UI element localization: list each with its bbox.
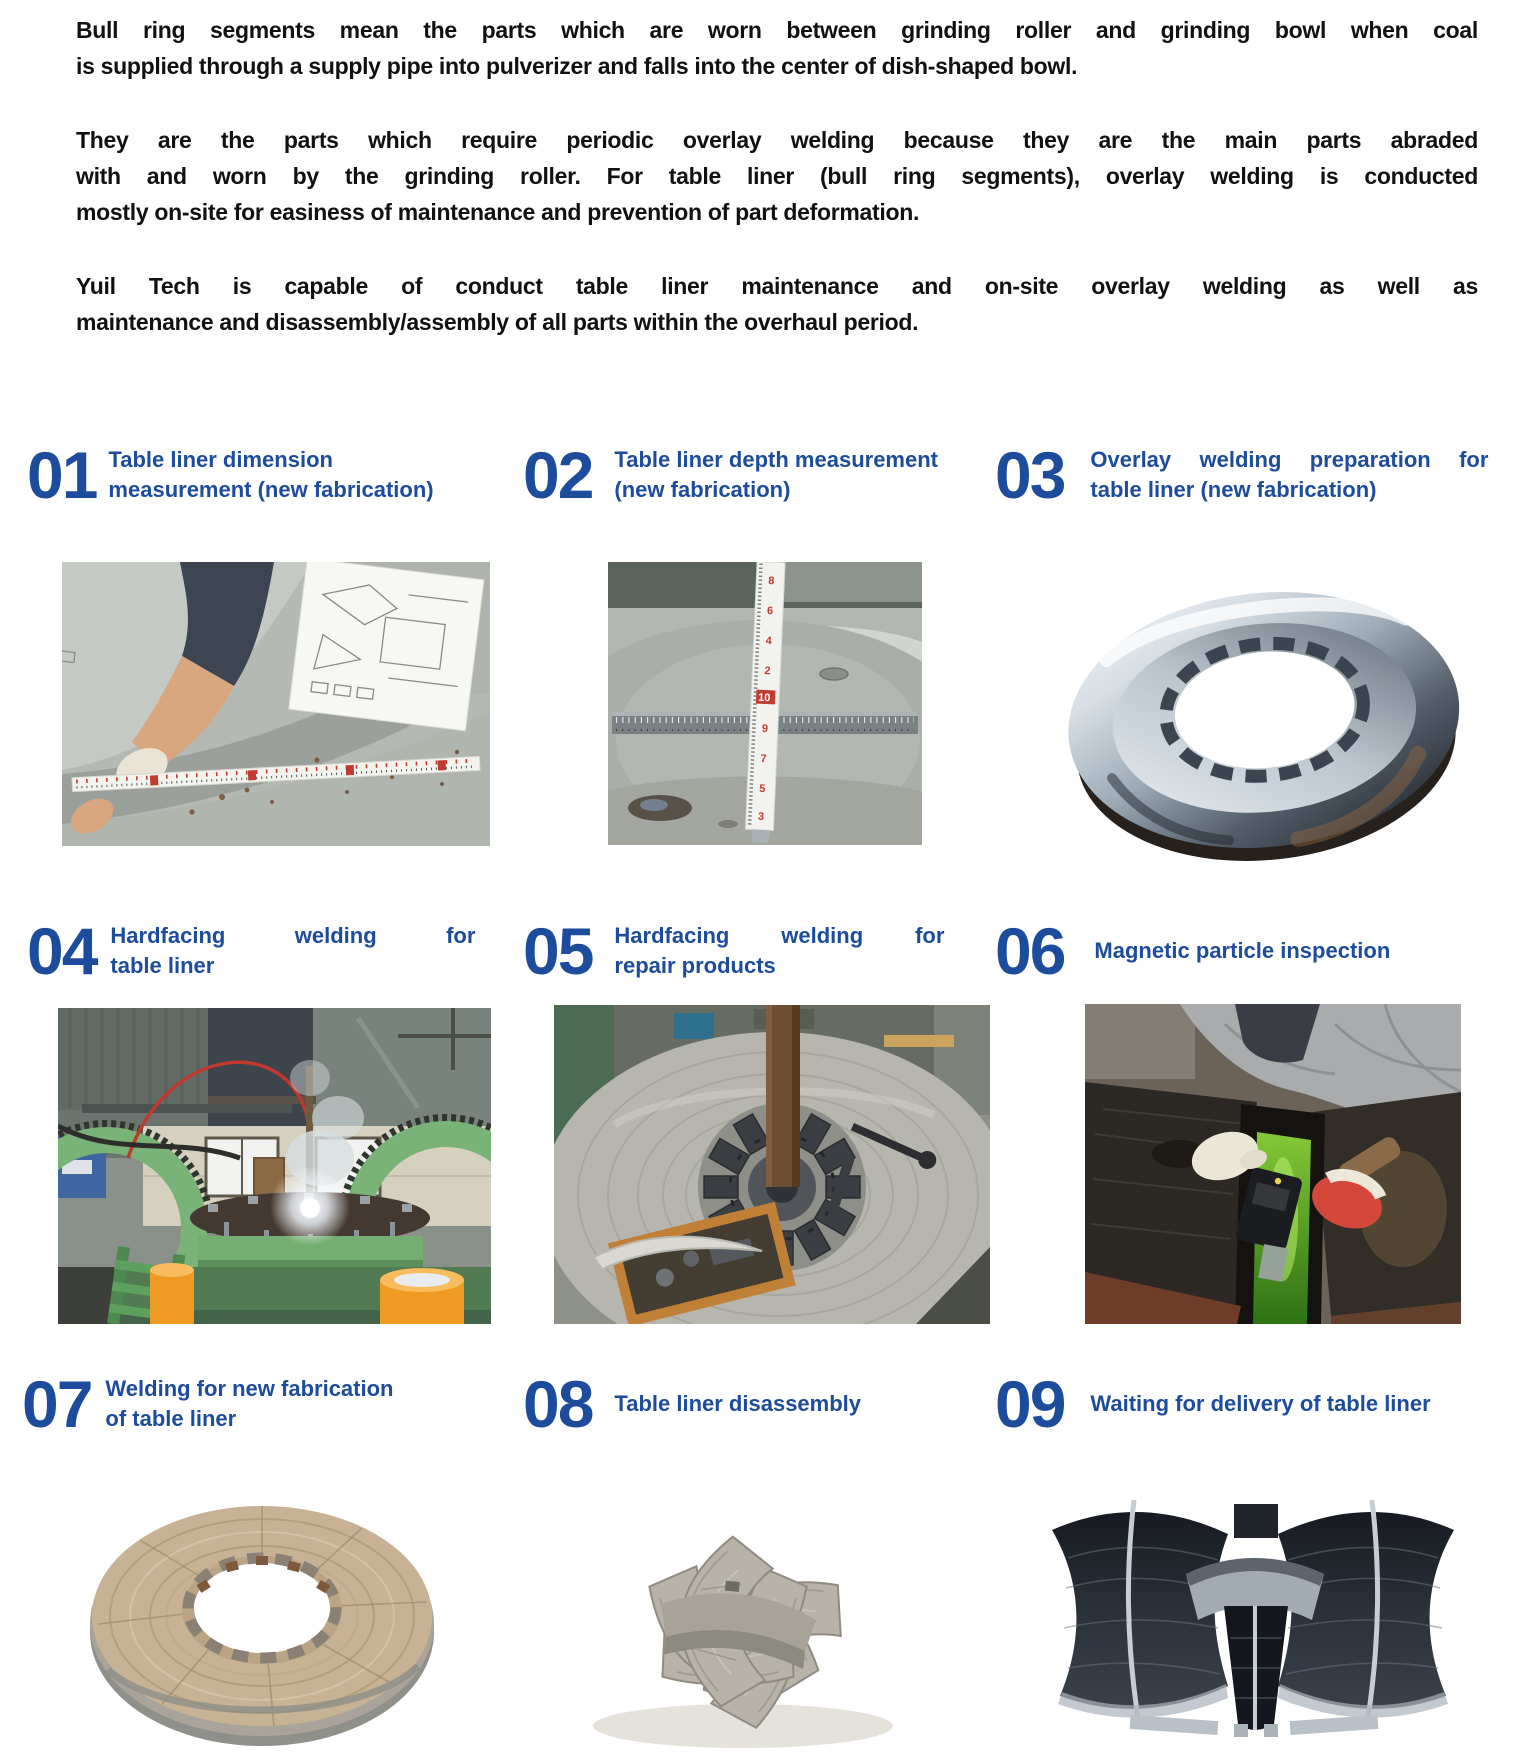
svg-text:9: 9 <box>761 722 769 736</box>
photo-06-illustration <box>1085 1004 1461 1324</box>
photo-07-illustration <box>78 1490 446 1750</box>
caption-line: Hardfacing welding for <box>614 923 945 948</box>
photo-04-illustration <box>58 1008 491 1324</box>
step-01-number: 01 <box>27 438 97 512</box>
svg-text:7: 7 <box>760 752 767 766</box>
step-08-caption <box>614 1389 954 1419</box>
caption-line: Table liner disassembly <box>614 1391 862 1416</box>
paragraph-line: Bull ring segments mean the parts which are worn between grinding roller and grinding bowl when coal <box>76 17 1478 43</box>
step-05-number: 05 <box>523 914 593 988</box>
paragraph-line: is supplied through a supply pipe into pulverizer and falls into the center of dish-shaped bowl. <box>76 53 1078 79</box>
caption-line: of table liner <box>105 1406 237 1431</box>
caption-line: table liner (new fabrication) <box>1090 477 1377 502</box>
photo-03-illustration <box>1052 572 1476 874</box>
svg-text:4: 4 <box>765 634 773 648</box>
step-09-caption <box>1090 1389 1514 1419</box>
step-09-number: 09 <box>995 1367 1065 1441</box>
photo-step-03 <box>1052 572 1476 874</box>
svg-text:10: 10 <box>757 691 771 705</box>
step-02-number: 02 <box>523 438 593 512</box>
step-05-caption <box>614 921 944 981</box>
caption-line: repair products <box>614 953 776 978</box>
step-07-number: 07 <box>22 1367 92 1441</box>
step-05-header <box>523 913 944 989</box>
photo-step-02 <box>608 562 922 845</box>
step-01-caption <box>108 445 468 505</box>
photo-step-04 <box>58 1008 491 1324</box>
step-06-caption <box>1094 936 1494 966</box>
photo-05-illustration <box>554 1005 990 1324</box>
intro-paragraph-3 <box>76 268 1478 340</box>
svg-text:5: 5 <box>758 782 766 796</box>
caption-line: Magnetic particle inspection <box>1094 938 1391 963</box>
paragraph-line: Yuil Tech is capable of conduct table liner maintenance and on-site overlay welding as well as <box>76 273 1478 299</box>
caption-line: Overlay welding preparation for <box>1090 447 1489 472</box>
step-01-header <box>27 437 468 513</box>
paragraph-line: with and worn by the grinding roller. For table liner (bull ring segments), overlay welding is conducted <box>76 163 1478 189</box>
step-06-header <box>995 913 1494 989</box>
step-08-header <box>523 1366 954 1442</box>
step-03-caption <box>1090 445 1488 505</box>
caption-line: Table liner dimension <box>108 447 333 472</box>
caption-line: (new fabrication) <box>614 477 791 502</box>
step-07-header <box>22 1366 473 1442</box>
step-07-caption <box>105 1374 473 1434</box>
photo-09-illustration <box>1038 1478 1468 1750</box>
intro-paragraph-1 <box>76 12 1478 84</box>
photo-08-illustration <box>565 1478 915 1760</box>
intro-text <box>76 12 1478 378</box>
step-04-number: 04 <box>27 914 97 988</box>
caption-line: Table liner depth measurement <box>614 447 938 472</box>
paragraph-line: maintenance and disassembly/assembly of all parts within the overhaul period. <box>76 309 919 335</box>
photo-02-illustration <box>608 562 922 845</box>
photo-step-08 <box>565 1478 915 1760</box>
caption-line: Waiting for delivery of table liner <box>1090 1391 1431 1416</box>
step-08-number: 08 <box>523 1367 593 1441</box>
paragraph-line: They are the parts which require periodic overlay welding because they are the main parts abraded <box>76 127 1478 153</box>
step-09-header <box>995 1366 1514 1442</box>
step-04-caption <box>110 921 475 981</box>
caption-line: Welding for new fabrication <box>105 1376 394 1401</box>
photo-01-illustration <box>62 562 490 846</box>
svg-text:6: 6 <box>766 605 774 618</box>
svg-text:3: 3 <box>757 810 765 824</box>
caption-line: measurement (new fabrication) <box>108 477 434 502</box>
svg-text:2: 2 <box>764 664 771 678</box>
step-02-caption <box>614 445 964 505</box>
photo-step-01 <box>62 562 490 846</box>
svg-text:8: 8 <box>768 575 775 588</box>
paragraph-line: mostly on-site for easiness of maintenance and prevention of part deformation. <box>76 199 920 225</box>
caption-line: Hardfacing welding for <box>110 923 476 948</box>
step-06-number: 06 <box>995 914 1065 988</box>
step-02-header <box>523 437 964 513</box>
photo-step-09 <box>1038 1478 1468 1750</box>
photo-step-07 <box>78 1490 446 1750</box>
step-03-header <box>995 437 1488 513</box>
photo-step-06 <box>1085 1004 1461 1324</box>
intro-paragraph-2 <box>76 122 1478 230</box>
step-03-number: 03 <box>995 438 1065 512</box>
step-04-header <box>27 913 475 989</box>
photo-step-05 <box>554 1005 990 1324</box>
caption-line: table liner <box>110 953 215 978</box>
